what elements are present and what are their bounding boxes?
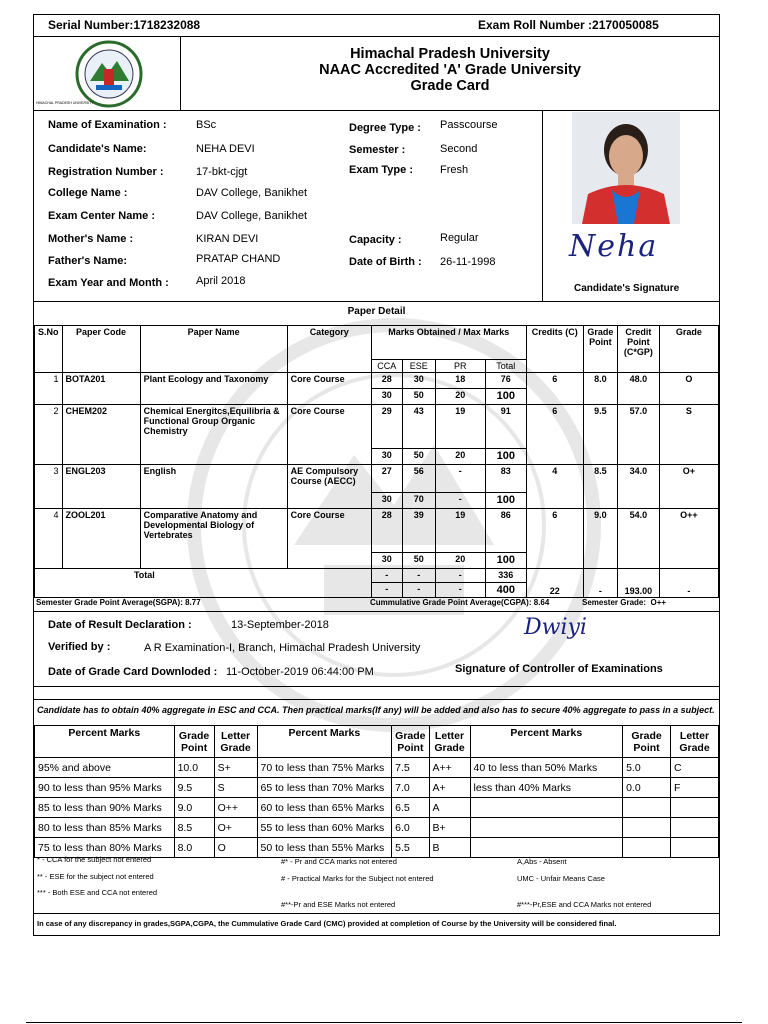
max-ese: 50 — [402, 553, 435, 569]
university-heading — [180, 46, 720, 94]
col-category: Category — [287, 326, 371, 373]
total-max-cca: - — [371, 583, 402, 598]
letter-grade: A+ — [429, 778, 470, 798]
controller-signature: Dwiyi — [524, 615, 587, 640]
max-total: 100 — [485, 389, 526, 405]
paper-code: ENGL203 — [62, 465, 140, 509]
paper-credits: 6 — [526, 509, 583, 569]
paper-detail-title: Paper Detail — [347, 306, 406, 317]
max-cca: 30 — [371, 389, 402, 405]
label-exam-type: Exam Type : — [349, 164, 413, 176]
marks-cca: 27 — [371, 465, 402, 493]
col-gp-1: Grade Point — [174, 726, 214, 758]
grade-scale-row — [35, 758, 719, 778]
letter-grade: A++ — [429, 758, 470, 778]
paper-sno: 1 — [35, 373, 63, 405]
total-max-pr: - — [435, 583, 485, 598]
total-row — [35, 569, 719, 583]
label-dob: Date of Birth : — [349, 256, 422, 268]
percent-range: 70 to less than 75% Marks — [257, 758, 392, 778]
letter-grade: O++ — [214, 798, 257, 818]
paper-credit-point: 48.0 — [617, 373, 659, 405]
exam-roll-number: Exam Roll Number :2170050085 — [478, 18, 659, 32]
paper-grade: O++ — [659, 509, 718, 569]
percent-range: 65 to less than 70% Marks — [257, 778, 392, 798]
paper-detail-table — [34, 325, 719, 598]
total-gp: - — [583, 569, 617, 598]
col-grade-point: Grade Point — [583, 326, 617, 373]
grade-point: 8.5 — [174, 818, 214, 838]
candidate-signature: Neha — [569, 229, 659, 264]
grade-point — [623, 818, 671, 838]
grade-scale-row — [35, 798, 719, 818]
value-capacity: Regular — [440, 232, 479, 244]
label-candidate-name: Candidate's Name: — [48, 143, 147, 155]
marks-total: 76 — [485, 373, 526, 389]
value-downloaded: 11-October-2019 06:44:00 PM — [226, 666, 374, 678]
max-ese: 50 — [402, 389, 435, 405]
paper-category: Core Course — [287, 373, 371, 405]
max-total: 100 — [485, 449, 526, 465]
value-father: PRATAP CHAND — [196, 253, 281, 265]
label-semester: Semester : — [349, 144, 406, 156]
paper-name: Plant Ecology and Taxonomy — [140, 373, 287, 405]
label-mother: Mother's Name : — [48, 233, 134, 245]
grade-point: 0.0 — [623, 778, 671, 798]
paper-grade-point: 8.5 — [583, 465, 617, 509]
marks-pr: 18 — [435, 373, 485, 389]
percent-range: 75 to less than 80% Marks — [35, 838, 175, 858]
total-max-total: 400 — [485, 583, 526, 598]
label-father: Father's Name: — [48, 255, 128, 267]
candidate-signature-caption: Candidate's Signature — [574, 283, 680, 294]
value-semester: Second — [440, 143, 478, 155]
grade-point — [623, 798, 671, 818]
marks-ese: 39 — [402, 509, 435, 553]
grade-scale-row — [35, 778, 719, 798]
grade-card — [33, 14, 720, 936]
sgpa: Semester Grade Point Average(SGPA): 8.77 — [36, 598, 201, 607]
paper-credits: 6 — [526, 373, 583, 405]
col-sno: S.No — [35, 326, 63, 373]
paper-row — [35, 465, 719, 493]
total-cp: 193.00 — [617, 569, 659, 598]
semester-grade: Semester Grade: O++ — [582, 598, 667, 607]
marks-pr: - — [435, 465, 485, 493]
col-marks: Marks Obtained / Max Marks — [371, 326, 526, 360]
max-ese: 50 — [402, 449, 435, 465]
label-result-declaration: Date of Result Declaration : — [48, 619, 192, 631]
paper-credit-point: 34.0 — [617, 465, 659, 509]
percent-range: 95% and above — [35, 758, 175, 778]
label-degree-type: Degree Type : — [349, 122, 421, 134]
grade-point: 8.0 — [174, 838, 214, 858]
percent-range — [470, 838, 623, 858]
grade-point — [623, 838, 671, 858]
legend-5: # - Practical Marks for the Subject not entered — [281, 874, 434, 883]
label-verified-by: Verified by : — [48, 641, 111, 653]
paper-row — [35, 373, 719, 389]
max-cca: 30 — [371, 553, 402, 569]
col-percent-2: Percent Marks — [257, 726, 392, 758]
value-dob: 26-11-1998 — [440, 256, 496, 268]
marks-ese: 56 — [402, 465, 435, 493]
col-total: Total — [485, 360, 526, 373]
col-gp-2: Grade Point — [392, 726, 429, 758]
letter-grade: F — [671, 778, 719, 798]
marks-cca: 28 — [371, 373, 402, 389]
max-pr: 20 — [435, 449, 485, 465]
university-logo-icon — [74, 39, 144, 109]
letter-grade — [671, 798, 719, 818]
grade-scale-table — [34, 725, 719, 858]
serial-number: Serial Number:1718232088 — [48, 18, 201, 32]
max-cca: 30 — [371, 493, 402, 509]
percent-range: 90 to less than 95% Marks — [35, 778, 175, 798]
paper-name: Comparative Anatomy and Developmental Biology of Vertebrates — [140, 509, 287, 569]
letter-grade: A — [429, 798, 470, 818]
grade-point: 9.5 — [174, 778, 214, 798]
value-candidate-name: NEHA DEVI — [196, 143, 255, 155]
grade-point: 10.0 — [174, 758, 214, 778]
col-pr: PR — [435, 360, 485, 373]
letter-grade: S+ — [214, 758, 257, 778]
candidate-photo — [572, 112, 680, 224]
grade-point: 7.0 — [392, 778, 429, 798]
marks-total: 86 — [485, 509, 526, 553]
value-exam-type: Fresh — [440, 164, 469, 176]
letter-grade: O+ — [214, 818, 257, 838]
discrepancy-footer: In case of any discrepancy in grades,SGPA,CGPA, the Cummulative Grade Card (CMC) provided at completion of Course by the University will be considered final. — [37, 919, 617, 928]
max-cca: 30 — [371, 449, 402, 465]
paper-grade-point: 9.0 — [583, 509, 617, 569]
max-pr: 20 — [435, 389, 485, 405]
percent-range: 60 to less than 65% Marks — [257, 798, 392, 818]
accreditation: NAAC Accredited 'A' Grade University — [319, 62, 581, 78]
legend-8: UMC - Unfair Means Case — [517, 874, 605, 883]
logo-caption: HIMACHAL PRADESH UNIVERSITY — [36, 101, 94, 105]
value-name-of-examination: BSc — [196, 119, 217, 131]
value-exam-year: April 2018 — [196, 275, 246, 287]
total-ese: - — [402, 569, 435, 583]
percent-range: 85 to less than 90% Marks — [35, 798, 175, 818]
paper-row — [35, 509, 719, 553]
grade-point: 7.5 — [392, 758, 429, 778]
max-total: 100 — [485, 493, 526, 509]
page-bottom-rule — [26, 1022, 742, 1023]
marks-total: 83 — [485, 465, 526, 493]
legend-6: #**-Pr and ESE Marks not entered — [281, 900, 396, 909]
legend-9: #***-Pr,ESE and CCA Marks not entered — [517, 900, 652, 909]
marks-cca: 28 — [371, 509, 402, 553]
col-lg-2: Letter Grade — [429, 726, 470, 758]
paper-sno: 3 — [35, 465, 63, 509]
col-grade: Grade — [659, 326, 718, 373]
total-label: Total — [35, 569, 372, 598]
total-total: 336 — [485, 569, 526, 583]
paper-grade: O — [659, 373, 718, 405]
legend-4: #* - Pr and CCA marks not entered — [281, 857, 397, 866]
marks-total: 91 — [485, 405, 526, 449]
grade-point: 9.0 — [174, 798, 214, 818]
university-name: Himachal Pradesh University — [350, 46, 550, 62]
max-pr: - — [435, 493, 485, 509]
label-capacity: Capacity : — [349, 234, 402, 246]
label-registration: Registration Number : — [48, 166, 164, 178]
col-paper-name: Paper Name — [140, 326, 287, 373]
total-pr: - — [435, 569, 485, 583]
paper-code: CHEM202 — [62, 405, 140, 465]
value-college: DAV College, Banikhet — [196, 187, 308, 199]
paper-category: Core Course — [287, 509, 371, 569]
paper-sno: 2 — [35, 405, 63, 465]
value-verified-by: A R Examination-I, Branch, Himachal Pradesh University — [144, 642, 421, 654]
legend-2: ** - ESE for the subject not entered — [37, 872, 154, 881]
grade-point: 5.5 — [392, 838, 429, 858]
paper-category: AE Compulsory Course (AECC) — [287, 465, 371, 509]
percent-range: less than 40% Marks — [470, 778, 623, 798]
col-percent-3: Percent Marks — [470, 726, 623, 758]
percent-range: 55 to less than 60% Marks — [257, 818, 392, 838]
legend-3: *** - Both ESE and CCA not entered — [37, 888, 158, 897]
total-max-ese: - — [402, 583, 435, 598]
grade-point: 6.0 — [392, 818, 429, 838]
paper-code: ZOOL201 — [62, 509, 140, 569]
value-degree-type: Passcourse — [440, 119, 498, 131]
value-exam-center: DAV College, Banikhet — [196, 210, 308, 222]
label-exam-year: Exam Year and Month : — [48, 277, 169, 289]
label-college: College Name : — [48, 187, 128, 199]
paper-code: BOTA201 — [62, 373, 140, 405]
legend-1: * - CCA for the subject not entered — [37, 855, 152, 864]
percent-range — [470, 798, 623, 818]
letter-grade — [671, 838, 719, 858]
percent-range: 50 to less than 55% Marks — [257, 838, 392, 858]
max-total: 100 — [485, 553, 526, 569]
grade-point: 6.5 — [392, 798, 429, 818]
letter-grade: B+ — [429, 818, 470, 838]
value-registration: 17-bkt-cjgt — [196, 166, 248, 178]
value-result-declaration: 13-September-2018 — [231, 619, 329, 631]
paper-credit-point: 57.0 — [617, 405, 659, 465]
paper-sno: 4 — [35, 509, 63, 569]
paper-grade-point: 9.5 — [583, 405, 617, 465]
max-pr: 20 — [435, 553, 485, 569]
cgpa: Cummulative Grade Point Average(CGPA): 8.64 — [370, 598, 550, 607]
paper-row — [35, 405, 719, 449]
col-paper-code: Paper Code — [62, 326, 140, 373]
col-percent-1: Percent Marks — [35, 726, 175, 758]
controller-caption: Signature of Controller of Examinations — [455, 663, 663, 675]
total-grade: - — [659, 569, 718, 598]
paper-name: Chemical Energitcs,Equilibria & Functional Group Organic Chemistry — [140, 405, 287, 465]
percent-range — [470, 818, 623, 838]
col-ese: ESE — [402, 360, 435, 373]
legend-7: A,Abs - Absent — [517, 857, 567, 866]
paper-grade: S — [659, 405, 718, 465]
paper-grade: O+ — [659, 465, 718, 509]
total-cca: - — [371, 569, 402, 583]
doc-title: Grade Card — [410, 78, 490, 94]
total-credits: 22 — [526, 569, 583, 598]
letter-grade — [671, 818, 719, 838]
label-exam-center: Exam Center Name : — [48, 210, 155, 222]
marks-pr: 19 — [435, 405, 485, 449]
paper-credits: 4 — [526, 465, 583, 509]
letter-grade: S — [214, 778, 257, 798]
marks-ese: 43 — [402, 405, 435, 449]
marks-cca: 29 — [371, 405, 402, 449]
col-cca: CCA — [371, 360, 402, 373]
pass-criteria-note: Candidate has to obtain 40% aggregate in ESC and CCA. Then practical marks(If any) will be added and also has to secure 40% aggregate to pass in a subject. — [37, 705, 715, 715]
label-downloaded: Date of Grade Card Downloded : — [48, 666, 218, 678]
col-credit-point: Credit Point (C*GP) — [617, 326, 659, 373]
marks-ese: 30 — [402, 373, 435, 389]
col-lg-1: Letter Grade — [214, 726, 257, 758]
paper-credit-point: 54.0 — [617, 509, 659, 569]
col-gp-3: Grade Point — [623, 726, 671, 758]
label-name-of-examination: Name of Examination : — [48, 119, 167, 131]
paper-credits: 6 — [526, 405, 583, 465]
percent-range: 80 to less than 85% Marks — [35, 818, 175, 838]
percent-range: 40 to less than 50% Marks — [470, 758, 623, 778]
letter-grade: C — [671, 758, 719, 778]
letter-grade: O — [214, 838, 257, 858]
paper-grade-point: 8.0 — [583, 373, 617, 405]
max-ese: 70 — [402, 493, 435, 509]
paper-category: Core Course — [287, 405, 371, 465]
grade-scale-row — [35, 818, 719, 838]
paper-name: English — [140, 465, 287, 509]
col-lg-3: Letter Grade — [671, 726, 719, 758]
col-credits: Credits (C) — [526, 326, 583, 373]
marks-pr: 19 — [435, 509, 485, 553]
value-mother: KIRAN DEVI — [196, 233, 259, 245]
grade-point: 5.0 — [623, 758, 671, 778]
letter-grade: B — [429, 838, 470, 858]
